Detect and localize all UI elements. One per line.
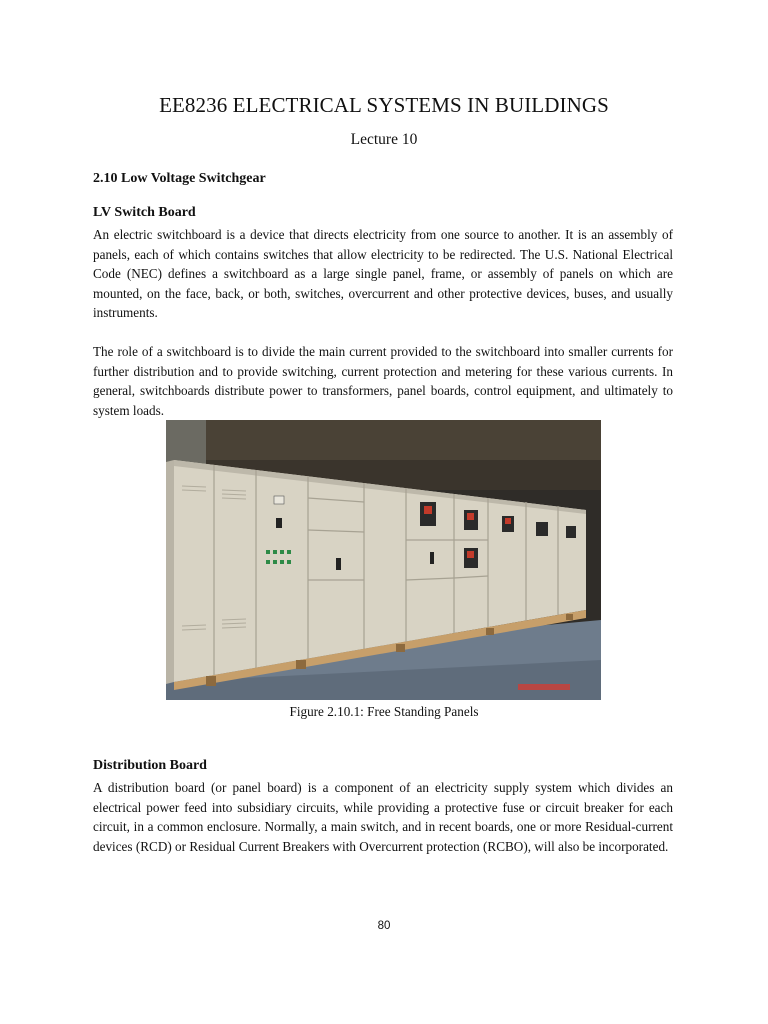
distribution-board-heading: Distribution Board xyxy=(93,758,207,773)
section-heading: 2.10 Low Voltage Switchgear xyxy=(93,171,266,186)
lv-switch-board-paragraph-2: The role of a switchboard is to divide the main current provided to the switchboard into smaller currents for further distribution and to provide switching, current protection and metering for these various currents. In general, switchboards distribute power to transformers, panel boards, control equipment, and ultimately to system loads. xyxy=(93,344,673,418)
distribution-board-paragraph: A distribution board (or panel board) is a component of an electricity supply system which divides an electrical power feed into subsidiary circuits, while providing a protective fuse or circuit breaker for each circuit, in a common enclosure. Normally, a main switch, and in recent boards, one or more Residual-current devices (RCD) or Residual Current Breakers with Overcurrent protection (RCBO), will also be incorporated. xyxy=(93,780,673,854)
lecture-subtitle: Lecture 10 xyxy=(350,131,418,148)
document-title: EE8236 ELECTRICAL SYSTEMS IN BUILDINGS xyxy=(159,93,609,117)
switchboard-photo xyxy=(166,420,601,700)
page-number: 80 xyxy=(377,920,391,932)
lv-switch-board-paragraph-1: An electric switchboard is a device that directs electricity from one source to another. It is an assembly of panels, each of which contains switches that allow electricity to be redirected. The U.S. National Electrical Code (NEC) defines a switchboard as a large single panel, frame, or assembly of panels on which are mounted, on the face, back, or both, switches, overcurrent and other protective devices, buses, and usually instruments. xyxy=(93,227,673,321)
lv-switch-board-heading: LV Switch Board xyxy=(93,205,196,220)
figure-caption: Figure 2.10.1: Free Standing Panels xyxy=(289,704,479,719)
